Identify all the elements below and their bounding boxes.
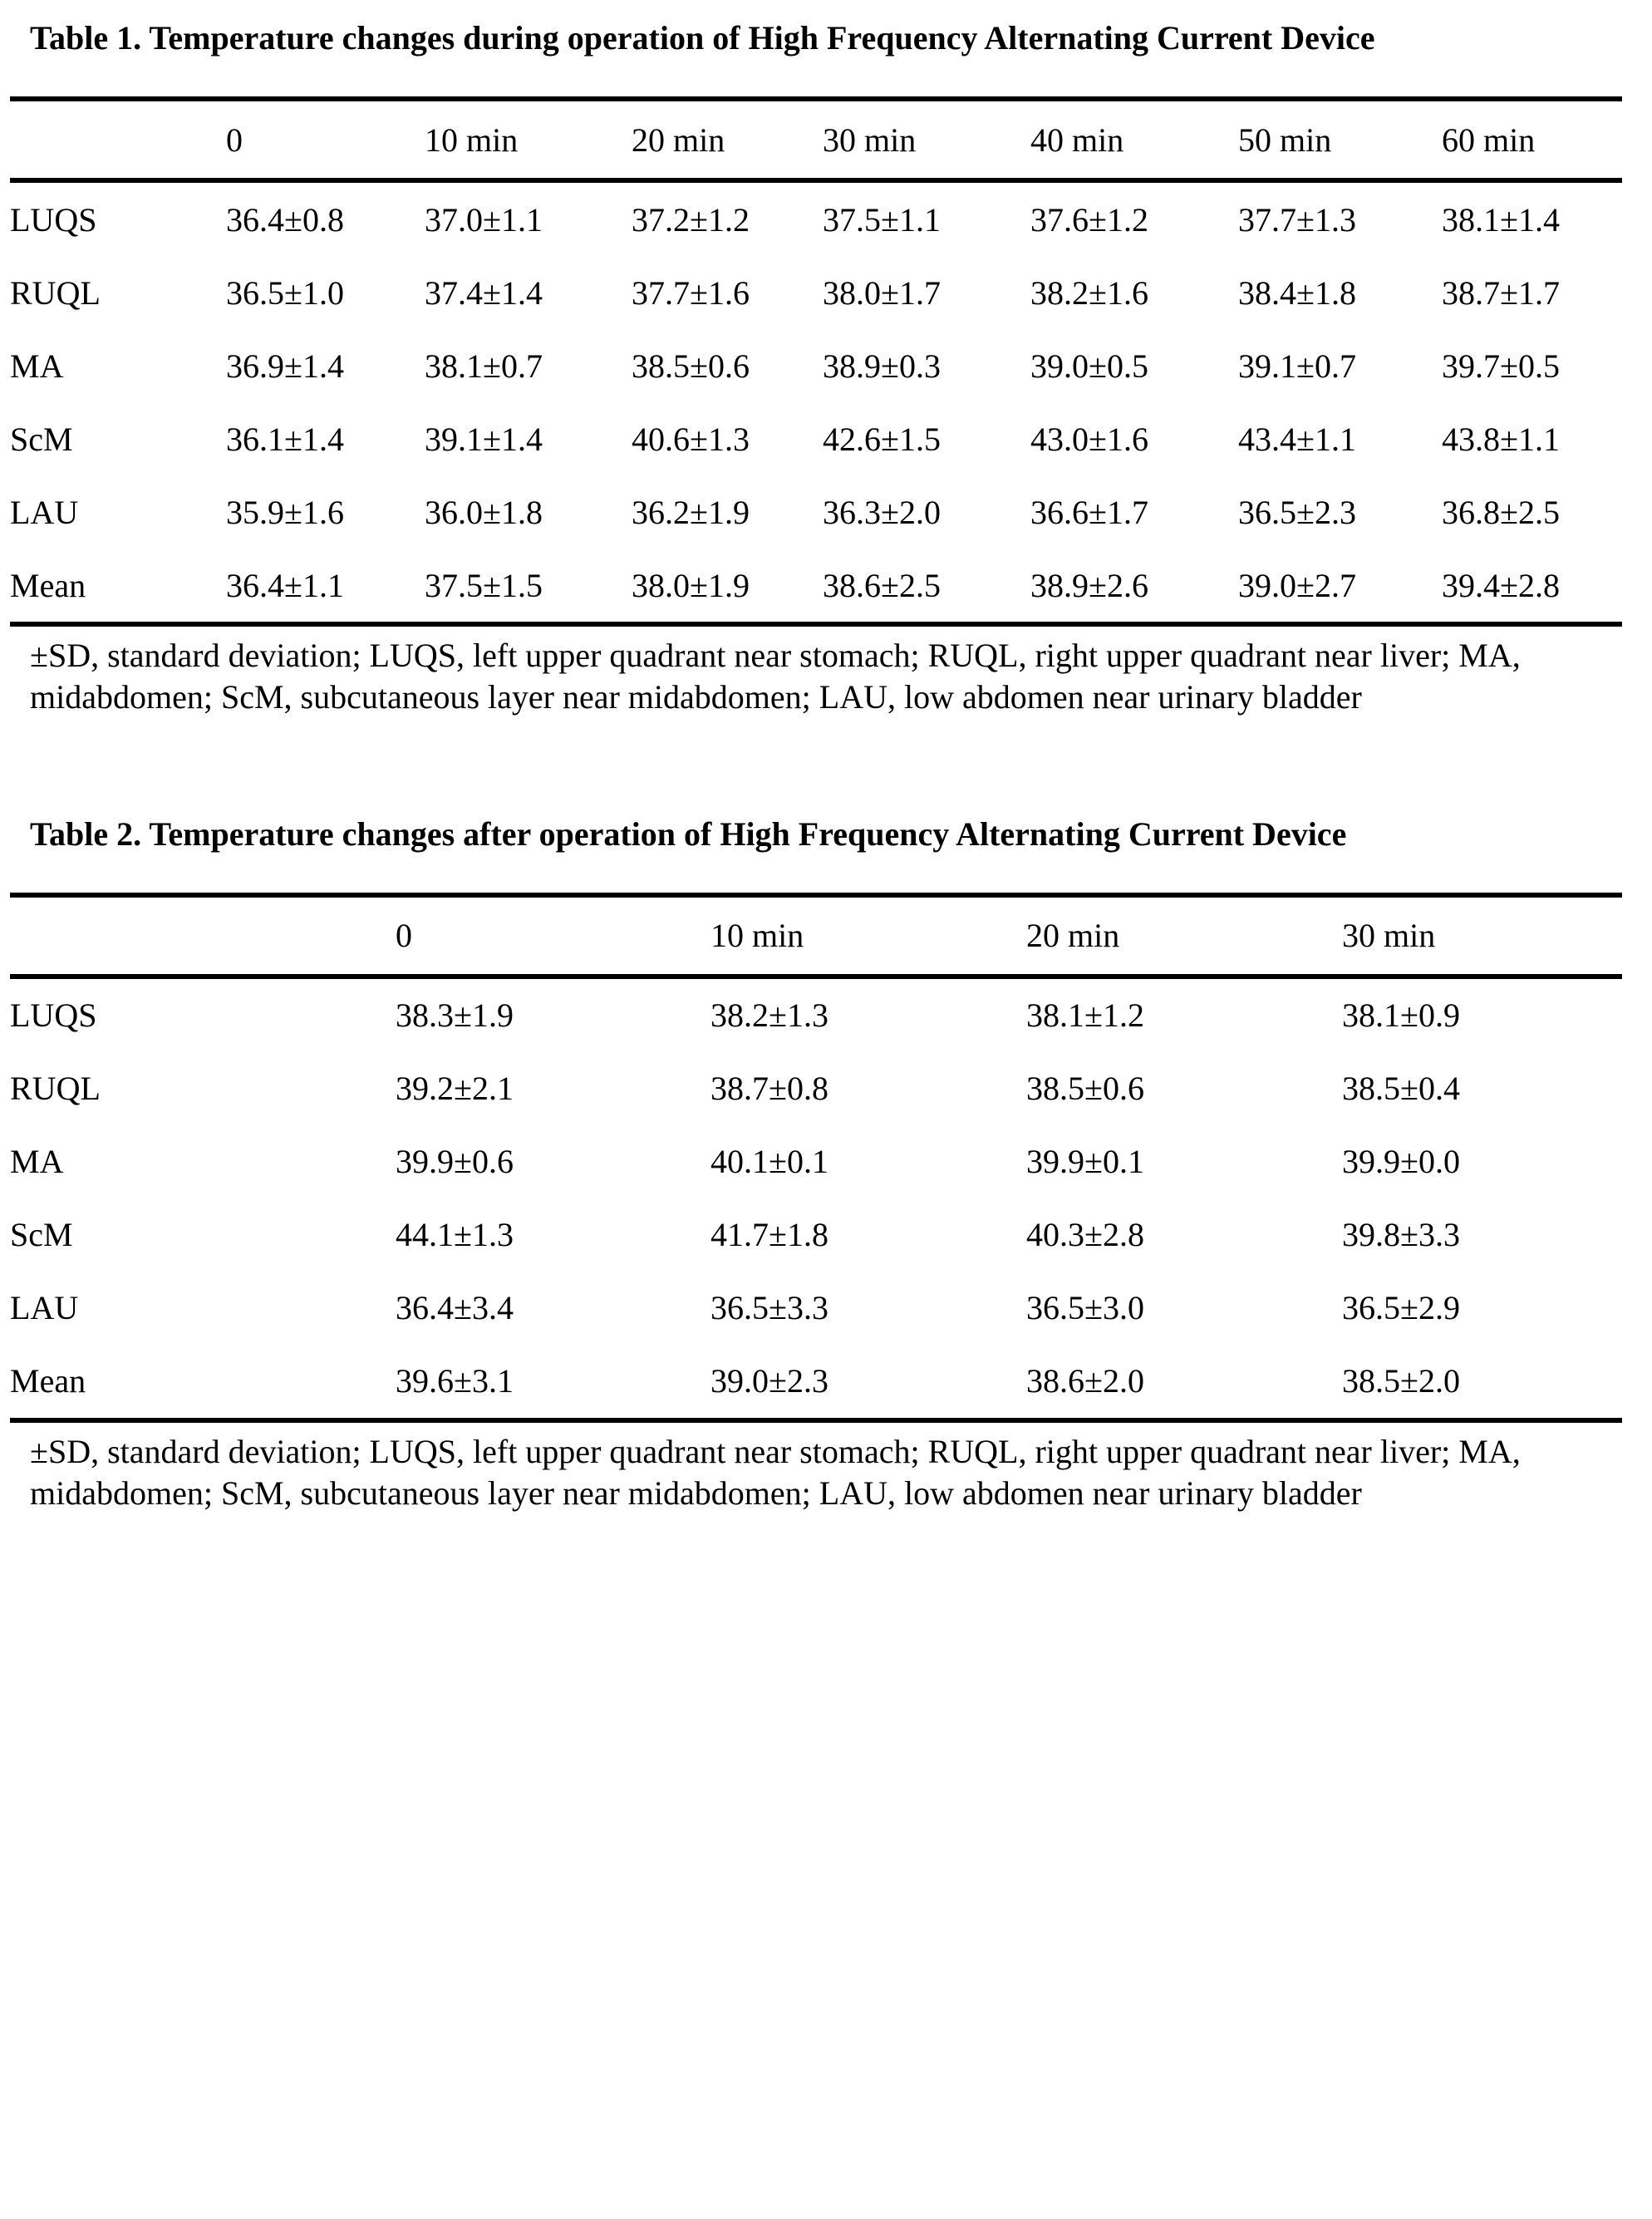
table-cell: 38.0±1.7 xyxy=(823,273,941,312)
table2-body xyxy=(10,977,1622,1420)
table-cell: 37.2±1.2 xyxy=(632,200,750,239)
table-cell: 38.7±1.7 xyxy=(1442,273,1560,312)
column-header: 60 min xyxy=(1442,121,1536,159)
table-row xyxy=(10,1052,1622,1125)
table1-title: Table 1. Temperature changes during operation of High Frequency Alternating Current Device xyxy=(30,19,1375,57)
table-cell: 37.4±1.4 xyxy=(425,273,543,312)
table-cell: 39.6±3.1 xyxy=(396,1362,514,1400)
table-row xyxy=(10,475,1622,549)
table-header-row xyxy=(10,895,1622,977)
row-label: MA xyxy=(10,347,64,385)
table-cell: 36.5±3.3 xyxy=(710,1289,828,1327)
table-cell: 36.4±3.4 xyxy=(396,1289,514,1327)
table-cell: 38.1±1.2 xyxy=(1026,996,1144,1035)
table-cell: 37.7±1.3 xyxy=(1238,200,1356,239)
table-cell: 39.7±0.5 xyxy=(1442,347,1560,385)
table1 xyxy=(10,96,1622,627)
table-cell: 38.9±2.6 xyxy=(1030,566,1148,604)
column-header xyxy=(10,99,226,180)
row-label: Mean xyxy=(10,1362,86,1400)
table-cell: 44.1±1.3 xyxy=(396,1216,514,1254)
table-cell: 38.4±1.8 xyxy=(1238,273,1356,312)
table1-body xyxy=(10,180,1622,624)
row-label: ScM xyxy=(10,1216,73,1254)
column-header: 30 min xyxy=(1342,917,1436,955)
table-cell: 38.5±0.4 xyxy=(1342,1070,1460,1108)
table-cell: 36.9±1.4 xyxy=(226,347,344,385)
table-row xyxy=(10,1345,1622,1420)
row-label: LAU xyxy=(10,1289,79,1327)
table-cell: 37.7±1.6 xyxy=(632,273,750,312)
row-label: Mean xyxy=(10,566,86,604)
table-cell: 40.6±1.3 xyxy=(632,420,750,458)
table-cell: 39.0±0.5 xyxy=(1030,347,1148,385)
table-cell: 36.6±1.7 xyxy=(1030,493,1148,531)
table1-header xyxy=(10,99,1622,180)
table-cell: 38.2±1.6 xyxy=(1030,273,1148,312)
table-cell: 36.3±2.0 xyxy=(823,493,941,531)
table-row xyxy=(10,1272,1622,1345)
table-cell: 38.5±2.0 xyxy=(1342,1362,1460,1400)
row-label: ScM xyxy=(10,420,73,458)
table-cell: 38.6±2.5 xyxy=(823,566,941,604)
table-header-row xyxy=(10,99,1622,180)
table-cell: 36.2±1.9 xyxy=(632,493,750,531)
table-cell: 38.5±0.6 xyxy=(632,347,750,385)
table-cell: 39.8±3.3 xyxy=(1342,1216,1460,1254)
table-cell: 38.2±1.3 xyxy=(710,996,828,1035)
table2 xyxy=(10,893,1622,1423)
table-row xyxy=(10,1198,1622,1272)
table-cell: 40.3±2.8 xyxy=(1026,1216,1144,1254)
table-cell: 38.1±0.9 xyxy=(1342,996,1460,1035)
table-cell: 39.2±2.1 xyxy=(396,1070,514,1108)
row-label: MA xyxy=(10,1143,64,1181)
table-cell: 43.8±1.1 xyxy=(1442,420,1560,458)
table-row xyxy=(10,256,1622,329)
table-cell: 41.7±1.8 xyxy=(710,1216,828,1254)
column-header: 10 min xyxy=(710,917,804,955)
table-cell: 38.5±0.6 xyxy=(1026,1070,1144,1108)
table-cell: 39.1±0.7 xyxy=(1238,347,1356,385)
table-cell: 37.0±1.1 xyxy=(425,200,543,239)
table2-header xyxy=(10,895,1622,977)
table-cell: 37.5±1.1 xyxy=(823,200,941,239)
column-header: 40 min xyxy=(1030,121,1124,159)
table-cell: 37.5±1.5 xyxy=(425,566,543,604)
table-cell: 36.5±2.9 xyxy=(1342,1289,1460,1327)
column-header xyxy=(10,895,396,977)
table2-title: Table 2. Temperature changes after operation of High Frequency Alternating Current Device xyxy=(30,814,1347,853)
column-header: 20 min xyxy=(1026,917,1120,955)
table-cell: 36.5±1.0 xyxy=(226,273,344,312)
table-cell: 38.1±0.7 xyxy=(425,347,543,385)
column-header: 20 min xyxy=(632,121,725,159)
table2-footnote: ±SD, standard deviation; LUQS, left upper quadrant near stomach; RUQL, right upper quadrant near liver; MA, midabdomen; ScM, subcutaneous layer near midabdomen; LAU, low abdomen near urinary bladder xyxy=(30,1432,1521,1513)
table-cell: 38.6±2.0 xyxy=(1026,1362,1144,1400)
table-cell: 36.0±1.8 xyxy=(425,493,543,531)
table-cell: 39.9±0.0 xyxy=(1342,1143,1460,1181)
column-header: 10 min xyxy=(425,121,519,159)
table-cell: 38.3±1.9 xyxy=(396,996,514,1035)
table-cell: 39.0±2.7 xyxy=(1238,566,1356,604)
table-cell: 40.1±0.1 xyxy=(710,1143,828,1181)
table-cell: 38.7±0.8 xyxy=(710,1070,828,1108)
table-cell: 37.6±1.2 xyxy=(1030,200,1148,239)
table-cell: 39.4±2.8 xyxy=(1442,566,1560,604)
column-header: 50 min xyxy=(1238,121,1332,159)
table-row xyxy=(10,977,1622,1052)
table-cell: 36.5±2.3 xyxy=(1238,493,1356,531)
table1-footnote: ±SD, standard deviation; LUQS, left upper quadrant near stomach; RUQL, right upper quadrant near liver; MA, midabdomen; ScM, subcutaneous layer near midabdomen; LAU, low abdomen near urinary bladder xyxy=(30,637,1521,716)
row-label: LUQS xyxy=(10,200,97,239)
table-cell: 43.4±1.1 xyxy=(1238,420,1356,458)
table-cell: 39.0±2.3 xyxy=(710,1362,828,1400)
table-row xyxy=(10,549,1622,624)
table-row xyxy=(10,329,1622,402)
table-row xyxy=(10,1125,1622,1198)
table-cell: 36.1±1.4 xyxy=(226,420,344,458)
table-cell: 36.8±2.5 xyxy=(1442,493,1560,531)
column-header: 30 min xyxy=(823,121,917,159)
row-label: RUQL xyxy=(10,273,101,312)
table-cell: 38.1±1.4 xyxy=(1442,200,1560,239)
table-cell: 39.1±1.4 xyxy=(425,420,543,458)
row-label: RUQL xyxy=(10,1070,101,1108)
table-cell: 36.5±3.0 xyxy=(1026,1289,1144,1327)
row-label: LUQS xyxy=(10,996,97,1035)
column-header: 0 xyxy=(226,121,243,159)
table-cell: 39.9±0.6 xyxy=(396,1143,514,1181)
table-row xyxy=(10,402,1622,475)
table-cell: 35.9±1.6 xyxy=(226,493,344,531)
table-row xyxy=(10,180,1622,256)
table-cell: 38.9±0.3 xyxy=(823,347,941,385)
column-header: 0 xyxy=(396,917,412,955)
table-cell: 42.6±1.5 xyxy=(823,420,941,458)
table-cell: 43.0±1.6 xyxy=(1030,420,1148,458)
table-cell: 39.9±0.1 xyxy=(1026,1143,1144,1181)
document-page xyxy=(0,18,1652,1515)
table-cell: 36.4±0.8 xyxy=(226,200,344,239)
row-label: LAU xyxy=(10,493,79,531)
table-cell: 36.4±1.1 xyxy=(226,566,344,604)
table-cell: 38.0±1.9 xyxy=(632,566,750,604)
